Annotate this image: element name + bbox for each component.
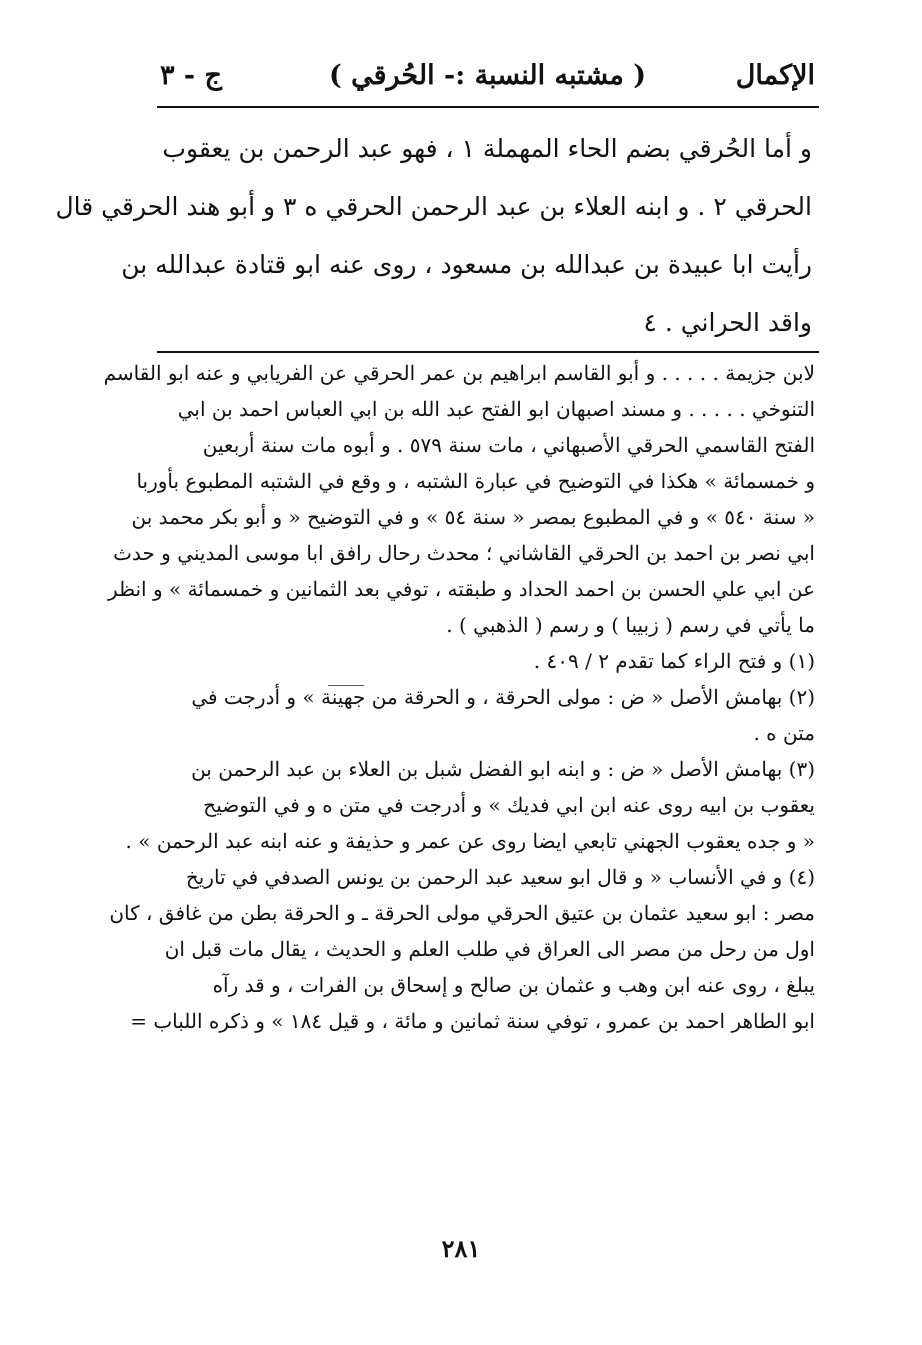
footnote-line: يعقوب بن ابيه روى عنه ابن ابي فديك » و أدرجت في متن ه و في التوضيح <box>203 793 815 817</box>
separator-dash <box>328 685 364 686</box>
footnote-line: ابي نصر بن احمد بن الحرقي القاشاني ؛ محدث رحال رافق ابا موسى المديني و حدث <box>113 541 815 565</box>
footnote-line: (٤) و في الأنساب « و قال ابو سعيد عبد الرحمن بن يونس الصدفي في تاريخ <box>185 865 815 889</box>
volume-number: ج - ٣ <box>160 60 222 91</box>
section-title: ( مشتبه النسبة :- الحُرقي ) <box>328 60 647 91</box>
main-line: واقد الحراني . ٤ <box>643 308 812 337</box>
main-text <box>55 120 812 352</box>
footnote-line: متن ه . <box>753 721 815 745</box>
footnotes <box>103 355 815 1039</box>
footnote-line: (١) و فتح الراء كما تقدم ٢ / ٤٠٩ . <box>533 649 815 673</box>
page-number: ٢٨١ <box>441 1234 481 1263</box>
footnote-rule <box>157 351 819 353</box>
footnote-line: (٢) بهامش الأصل « ض : مولى الحرقة ، و الحرقة من جهينة » و أدرجت في <box>191 685 815 709</box>
footnote-line: لابن جزيمة . . . . . و أبو القاسم ابراهيم بن عمر الحرقي عن الفريابي و عنه ابو القاسم <box>103 361 815 385</box>
footnote-line: « و جده يعقوب الجهني تابعي ايضا روى عن عمر و حذيفة و عنه ابنه عبد الرحمن » . <box>125 829 815 853</box>
footnote-line: مصر : ابو سعيد عثمان بن عتيق الحرقي مولى الحرقة ـ و الحرقة بطن من غافق ، كان <box>109 901 815 925</box>
footnote-line: « سنة ٥٤٠ » و في المطبوع بمصر « سنة ٥٤ » و في التوضيح « و أبو بكر محمد بن <box>131 505 815 529</box>
header-rule <box>157 106 819 108</box>
footnote-line: (٣) بهامش الأصل « ض : و ابنه ابو الفضل شبل بن العلاء بن عبد الرحمن بن <box>191 757 815 781</box>
footnote-line: و خمسمائة » هكذا في التوضيح في عبارة الشتبه ، و وقع في الشتبه المطبوع بأوربا <box>136 469 815 493</box>
main-line: الحرقي ٢ . و ابنه العلاء بن عبد الرحمن الحرقي ه ٣ و أبو هند الحرقي قال <box>55 192 812 221</box>
footnote-line: يبلغ ، روى عنه ابن وهب و عثمان بن صالح و إسحاق بن الفرات ، و قد رآه <box>212 973 815 997</box>
footnote-line: ابو الطاهر احمد بن عمرو ، توفي سنة ثمانين و مائة ، و قيل ١٨٤ » و ذكره اللباب = <box>130 1009 815 1033</box>
footnote-line: اول من رحل من مصر الى العراق في طلب العلم و الحديث ، يقال مات قبل ان <box>164 937 815 961</box>
main-line: رأيت ابا عبيدة بن عبدالله بن مسعود ، روى عنه ابو قتادة عبدالله بن <box>121 250 812 279</box>
footnote-line: الفتح القاسمي الحرقي الأصبهاني ، مات سنة ٥٧٩ . و أبوه مات سنة أربعين <box>202 433 815 457</box>
footnote-line: عن ابي علي الحسن بن احمد الحداد و طبقته ، توفي بعد الثمانين و خمسمائة » و انظر <box>108 577 815 601</box>
book-title: الإكمال <box>735 60 815 91</box>
main-line: و أما الحُرقي بضم الحاء المهملة ١ ، فهو عبد الرحمن بن يعقوب <box>162 134 812 163</box>
footnote-line: ما يأتي في رسم ( زبيبا ) و رسم ( الذهبي ) . <box>446 613 815 637</box>
running-header <box>160 56 815 96</box>
footnote-line: التنوخي . . . . . و مسند اصبهان ابو الفتح عبد الله بن ابي العباس احمد بن ابي <box>177 397 815 421</box>
